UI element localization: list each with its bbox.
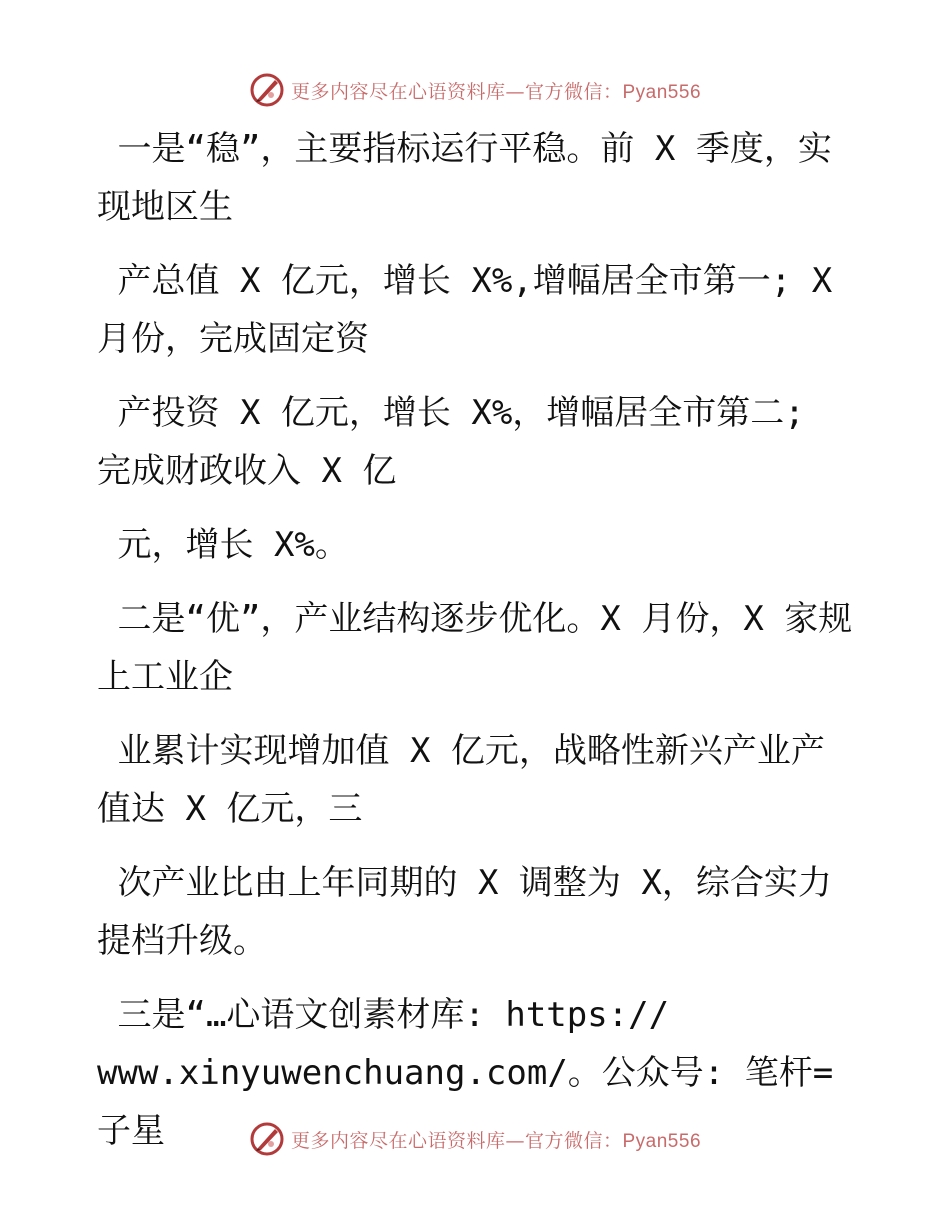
paragraph-8: 三是“…心语文创素材库: https:// www.xinyuwenchuang.com/。公众号: 笔杆=子星 — [97, 995, 834, 1151]
header-banner — [0, 70, 950, 110]
header-wechat-id: Pyan556 — [622, 81, 702, 103]
footer-banner-text: 更多内容尽在心语资料库—官方微信：Pyan556 — [290, 1129, 702, 1152]
paragraph-6: 业累计实现增加值 X 亿元，战略性新兴产业产值达 X 亿元，三 — [97, 731, 825, 829]
footer-wechat-id: Pyan556 — [622, 1130, 702, 1152]
paragraph-4: 元，增长 X%。 — [97, 525, 349, 565]
quill-pen-logo-icon — [249, 72, 285, 108]
footer-banner — [0, 1119, 950, 1159]
paragraph-5: 二是“优”，产业结构逐步优化。X 月份，X 家规上工业企 — [97, 599, 853, 697]
paragraph-1: 一是“稳”，主要指标运行平稳。前 X 季度，实现地区生 — [97, 129, 832, 227]
document-body — [97, 120, 857, 1160]
paragraph-2: 产总值 X 亿元，增长 X%,增幅居全市第一; X 月份，完成固定资 — [97, 261, 853, 359]
paragraph-3: 产投资 X 亿元，增长 X%，增幅居全市第二; 完成财政收入 X 亿 — [97, 393, 826, 491]
quill-pen-logo-icon — [249, 1121, 285, 1157]
paragraph-7: 次产业比由上年同期的 X 调整为 X，综合实力提档升级。 — [97, 863, 832, 961]
header-banner-text: 更多内容尽在心语资料库—官方微信：Pyan556 — [290, 80, 702, 103]
